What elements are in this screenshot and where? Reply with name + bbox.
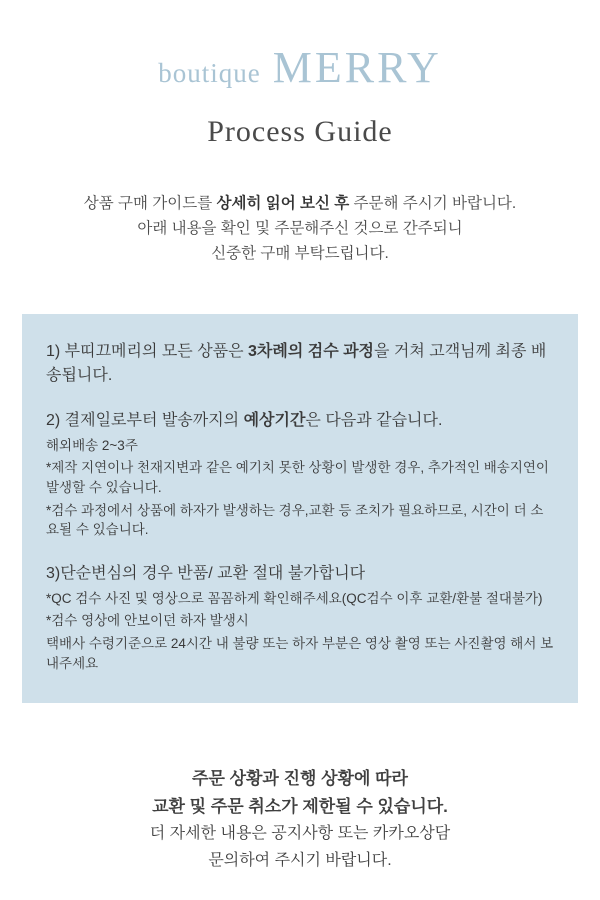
notice-section-3-sub-1: *QC 검수 사진 및 영상으로 꼼꼼하게 확인해주세요(QC검수 이후 교환/환불 절대불가)	[46, 590, 543, 606]
intro-paragraph	[0, 191, 600, 266]
page-title: Process Guide	[207, 115, 393, 148]
notice-section-2-sub-1: 해외배송 2~3주	[46, 437, 138, 453]
intro-line-1-emphasis: 상세히 읽어 보신 후	[216, 195, 350, 212]
notice-1-head-a: 1) 부띠끄메리의 모든 상품은	[46, 343, 249, 361]
notice-section-2-sub-3: *검수 과정에서 상품에 하자가 발생하는 경우,교환 등 조치가 필요하므로, 시간이 더 소요될 수 있습니다.	[46, 502, 544, 538]
notice-2-head-a: 2) 결제일로부터 발송까지의	[46, 411, 244, 429]
intro-line-1	[0, 191, 600, 216]
notice-section-3-sub-3: 택배사 수령기준으로 24시간 내 불량 또는 하자 부분은 영상 촬영 또는 사진촬영 해서 보내주세요	[46, 636, 554, 671]
intro-line-1-part-c: 주문해 주시기 바랍니다.	[349, 195, 517, 212]
notice-section-1-heading	[46, 340, 554, 386]
notice-section-3	[46, 562, 554, 673]
footer-line-2: 교환 및 주문 취소가 제한될 수 있습니다.	[152, 797, 448, 817]
notice-panel	[22, 314, 578, 703]
footer-note	[0, 765, 600, 874]
footer-line-4: 문의하여 주시기 바랍니다.	[208, 851, 392, 869]
intro-line-2: 아래 내용을 확인 및 주문해주신 것으로 간주되니	[137, 220, 463, 238]
notice-section-3-sub-2: *검수 영상에 안보이던 하자 발생시	[46, 613, 249, 629]
brand-word-merry: MERRY	[272, 43, 442, 92]
notice-section-3-heading: 3)단순변심의 경우 반품/ 교환 절대 불가합니다	[46, 564, 366, 582]
notice-section-2-sub-2: *제작 지연이나 천재지변과 같은 예기치 못한 상황이 발생한 경우, 추가적인 배송지연이 발생할 수 있습니다.	[46, 460, 549, 496]
notice-section-2	[46, 409, 554, 540]
notice-section-2-heading	[46, 409, 554, 432]
intro-line-1-part-a: 상품 구매 가이드를	[83, 195, 217, 212]
notice-2-head-emphasis: 예상기간	[243, 411, 306, 429]
brand-word-boutique: boutique	[158, 58, 261, 88]
notice-section-1	[46, 340, 554, 386]
footer-line-1: 주문 상황과 진행 상황에 따라	[192, 769, 408, 789]
notice-1-head-c: 을 거쳐 고객님께 최종 배송됩니다.	[46, 343, 547, 384]
footer-line-3: 더 자세한 내용은 공지사항 또는 카카오상담	[149, 825, 451, 843]
intro-line-3: 신중한 구매 부탁드립니다.	[211, 245, 389, 263]
notice-1-head-emphasis: 3차례의 검수 과정	[248, 343, 375, 361]
brand-logo	[0, 0, 600, 93]
notice-2-head-c: 은 다음과 같습니다.	[305, 411, 443, 429]
